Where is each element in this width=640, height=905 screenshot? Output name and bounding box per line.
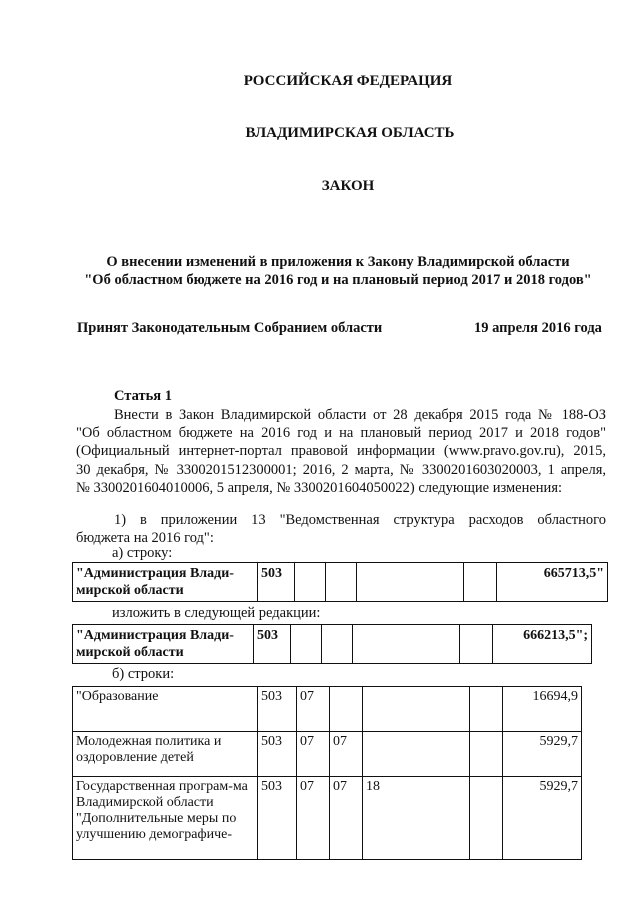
table-old-row: [72, 562, 608, 602]
article-paragraph-1: [76, 406, 606, 497]
label-a: а) строку:: [112, 545, 173, 561]
cell-amount: 16694,9: [503, 687, 582, 732]
header-doc-type: ЗАКОН: [321, 178, 375, 194]
cell-code: 503: [254, 625, 291, 664]
para2-line: 1) в приложении 13 "Ведомственная структура расходов областного: [114, 512, 606, 528]
table-rows-b: [72, 686, 582, 860]
cell-empty: [470, 687, 503, 732]
cell-amount: 665713,5": [497, 563, 608, 602]
cell-name: "Образование: [73, 687, 258, 732]
table-row: [73, 625, 592, 664]
law-title-line-2: "Об областном бюджете на 2016 год и на плановый период 2017 и 2018 годов": [84, 272, 592, 288]
cell-empty: [322, 625, 353, 664]
cell-empty: [357, 563, 464, 602]
header-region: ВЛАДИМИРСКАЯ ОБЛАСТЬ: [245, 125, 455, 141]
law-title: [36, 253, 640, 289]
cell-amount: 5929,7: [503, 732, 582, 777]
cell-name: Молодежная политика и оздоровление детей: [73, 732, 258, 777]
cell-amount: 666213,5";: [493, 625, 592, 664]
cell-subsection: 07: [330, 732, 363, 777]
adopted-date: 19 апреля 2016 года: [474, 320, 602, 336]
article-paragraph-2: [76, 511, 606, 547]
cell-code: 503: [258, 563, 295, 602]
table-row: [73, 563, 608, 602]
table-row: [73, 687, 582, 732]
cell-name: "Администрация Влади-мирской области: [73, 563, 258, 602]
table-row: [73, 777, 582, 860]
cell-empty: [291, 625, 322, 664]
law-title-line-1: О внесении изменений в приложения к Закону Владимирской области: [106, 254, 570, 270]
para1-line: "Об областном бюджете на 2016 год и на плановый период 2017 и 2018 годов": [76, 425, 606, 442]
cell-code: 503: [258, 732, 297, 777]
cell-section: 07: [297, 687, 330, 732]
label-edit: изложить в следующей редакции:: [112, 605, 321, 621]
cell-code: 503: [258, 687, 297, 732]
cell-section: 07: [297, 777, 330, 860]
table-new-row: [72, 624, 592, 664]
para2-line: бюджета на 2016 год":: [76, 530, 214, 547]
cell-program: [363, 687, 470, 732]
cell-empty: [295, 563, 326, 602]
cell-program: 18: [363, 777, 470, 860]
header-federation: РОССИЙСКАЯ ФЕДЕРАЦИЯ: [243, 73, 453, 89]
cell-name: Государственная програм-ма Владимирской области "Дополнительные меры по улучшению демографиче-: [73, 777, 258, 860]
label-b: б) строки:: [112, 666, 175, 682]
cell-name: "Администрация Влади-мирской области: [73, 625, 254, 664]
para1-line: Внести в Закон Владимирской области от 28 декабря 2015 года № 188-ОЗ: [114, 407, 606, 423]
cell-code: 503: [258, 777, 297, 860]
cell-subsection: 07: [330, 777, 363, 860]
cell-subsection: [330, 687, 363, 732]
cell-empty: [470, 777, 503, 860]
cell-empty: [326, 563, 357, 602]
cell-empty: [460, 625, 493, 664]
para1-line: № 3300201604010006, 5 апреля, № 3300201604050022) следующие изменения:: [76, 479, 563, 496]
cell-program: [363, 732, 470, 777]
cell-empty: [353, 625, 460, 664]
cell-section: 07: [297, 732, 330, 777]
cell-amount: 5929,7: [503, 777, 582, 860]
table-row: [73, 732, 582, 777]
para1-line: 30 декабря, № 3300201512300001; 2016, 2 марта, № 3300201603020003, 1 апреля,: [76, 461, 606, 478]
cell-empty: [464, 563, 497, 602]
article-heading: Статья 1: [114, 388, 172, 404]
cell-empty: [470, 732, 503, 777]
para1-line: (Официальный интернет-портал правовой информации (www.pravo.gov.ru), 2015,: [76, 443, 606, 460]
adopted-text: Принят Законодательным Собранием области: [77, 320, 383, 336]
